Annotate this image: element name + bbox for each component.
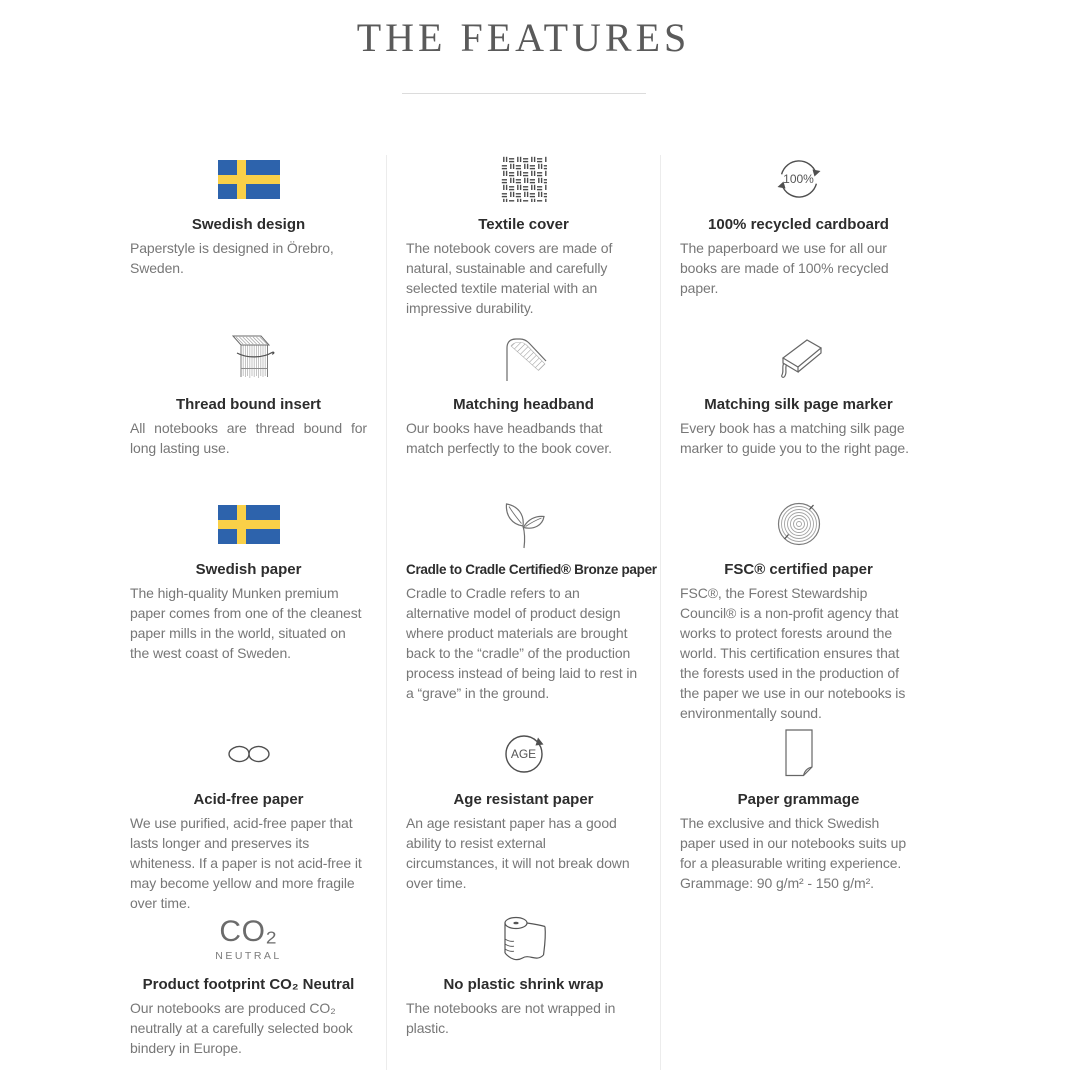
feature-description: Paperstyle is designed in Örebro, Sweden.: [130, 240, 334, 276]
feature-description: The paperboard we use for all our books are made of 100% recycled paper.: [680, 240, 889, 296]
feature-silk-page-marker: [661, 335, 936, 500]
silk-marker-book-icon: [771, 333, 827, 385]
headband-icon: [496, 333, 552, 385]
recycle-100-icon: [680, 155, 917, 203]
feature-title: Paper grammage: [737, 791, 860, 808]
age-icon-label: AGE: [510, 747, 537, 761]
feature-matching-headband: [387, 335, 660, 500]
feature-title: Product footprint CO₂ Neutral: [142, 976, 355, 993]
feature-description: Our notebooks are produced CO₂ neutrally at a carefully selected book bindery in Europe.: [130, 1000, 353, 1056]
feature-acid-free-paper: [111, 730, 386, 915]
feature-title: No plastic shrink wrap: [443, 976, 604, 993]
feature-co2-neutral: [111, 915, 386, 1070]
feature-title: Textile cover: [478, 216, 569, 233]
feature-swedish-paper: [111, 500, 386, 730]
feature-title: FSC® certified paper: [724, 561, 873, 578]
feature-title: Swedish paper: [195, 561, 302, 578]
feature-paper-grammage: [661, 730, 936, 915]
feature-description: Cradle to Cradle refers to an alternative model of product design where product materials are brought back to the “cradle” of the production process instead of being laid to rest in a “grave” in the ground.: [406, 585, 638, 701]
feature-description: Our books have headbands that match perfectly to the book cover.: [406, 420, 612, 456]
title-divider: [402, 93, 646, 94]
co2-icon-text: CO₂: [219, 914, 278, 948]
feature-title: Swedish design: [191, 216, 306, 233]
feature-fsc-certified: [661, 500, 936, 730]
feature-cradle-to-cradle: [387, 500, 660, 730]
feature-title: Thread bound insert: [175, 396, 321, 413]
plant-leaves-icon: [406, 500, 641, 548]
infinity-icon: [219, 739, 279, 769]
feature-description: FSC®, the Forest Stewardship Council® is a non-profit agency that works to protect forests around the world. This certification ensures that the forests used in the production of the paper we use in our notebooks is environmentally sound.: [680, 585, 906, 721]
page-header: [111, 0, 936, 94]
plastic-roll-icon: [496, 913, 552, 965]
sweden-flag-icon: [218, 505, 280, 544]
feature-title: Matching silk page marker: [704, 396, 893, 413]
feature-recycled-cardboard: [661, 155, 936, 335]
feature-no-plastic-wrap: [387, 915, 660, 1070]
features-column-2: [386, 155, 661, 1070]
feature-description: An age resistant paper has a good ability to resist external circumstances, it will not break down over time.: [406, 815, 630, 891]
features-column-1: [111, 155, 386, 1070]
sweden-flag-icon: [130, 155, 367, 203]
feature-description: The notebook covers are made of natural, sustainable and carefully selected textile material with an impressive durability.: [406, 240, 613, 316]
age-circle-icon: [406, 730, 641, 778]
feature-title: Acid-free paper: [193, 791, 304, 808]
feature-description: We use purified, acid-free paper that lasts longer and preserves its whiteness. If a paper is not acid-free it may become yellow and more fragile over time.: [130, 815, 362, 911]
feature-title: Matching headband: [453, 396, 594, 413]
plastic-roll-icon: [406, 915, 641, 963]
sweden-flag-icon: [218, 160, 280, 199]
feature-swedish-design: [111, 155, 386, 335]
infinity-icon: [130, 730, 367, 778]
feature-description: The notebooks are not wrapped in plastic.: [406, 1000, 616, 1036]
headband-icon: [406, 335, 641, 383]
thread-bound-icon: [130, 335, 367, 383]
feature-title: Age resistant paper: [453, 791, 594, 808]
feature-textile-cover: [387, 155, 660, 335]
page-title: THE FEATURES: [356, 15, 691, 60]
silk-marker-book-icon: [680, 335, 917, 383]
feature-description: The high-quality Munken premium paper comes from one of the cleanest paper mills in the world, situated on the west coast of Sweden.: [130, 585, 362, 661]
feature-title: Cradle to Cradle Certified® Bronze paper: [406, 562, 657, 577]
thread-bound-icon: [221, 333, 277, 385]
feature-description: All notebooks are thread bound for long lasting use.: [130, 420, 367, 456]
tree-rings-icon: [680, 500, 917, 548]
paper-sheet-icon: [680, 730, 917, 778]
paper-sheet-icon: [771, 728, 827, 780]
feature-title: 100% recycled cardboard: [708, 216, 889, 233]
sweden-flag-icon: [130, 500, 367, 548]
feature-empty-cell: [661, 915, 936, 1070]
textile-weave-icon: [406, 155, 641, 203]
feature-description: The exclusive and thick Swedish paper used in our notebooks suits up for a pleasurable writing experience. Grammage: 90 g/m² - 150 g/m².: [680, 815, 906, 891]
feature-age-resistant-paper: [387, 730, 660, 915]
co2-neutral-icon: [130, 915, 367, 963]
plant-leaves-icon: [498, 498, 550, 550]
textile-weave-icon: [501, 156, 547, 202]
co2-icon-subtext: NEUTRAL: [215, 949, 282, 962]
tree-rings-icon: [773, 498, 825, 550]
features-column-3: [661, 155, 936, 1070]
feature-thread-bound-insert: [111, 335, 386, 500]
features-grid: [111, 155, 936, 1070]
feature-description: Every book has a matching silk page marker to guide you to the right page.: [680, 420, 909, 456]
recycle-icon-label: 100%: [783, 172, 814, 186]
